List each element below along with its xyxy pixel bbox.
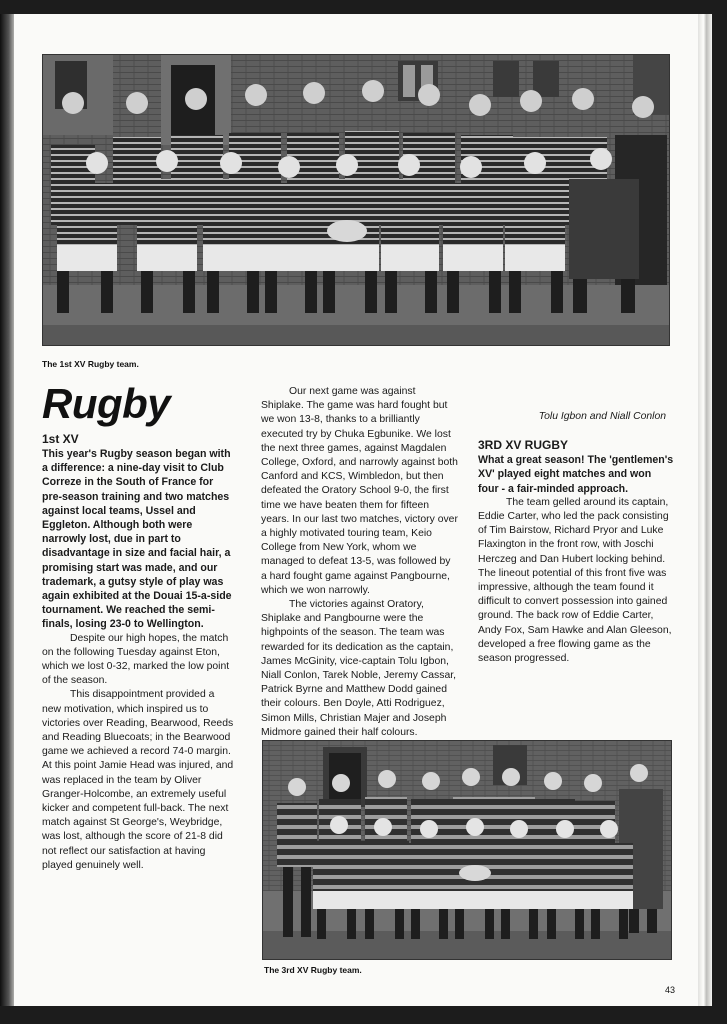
first-xv-photo-caption: The 1st XV Rugby team. (42, 359, 139, 369)
page-edge-stack (698, 14, 712, 1006)
first-xv-paragraph-2: This disappointment provided a new motivation, which inspired us to victories over Reading, Bearwood, Reeds and Reading Bluecoats; in the Bearwood game we achieved a record 74-0 margin. At this point Jamie Head was injured, and was replaced in the team by Oliver Granger-Holcombe, an extremely useful kicker and competent full-back. The next match against St George's, Weybridge, was lost, although the score of 21-8 did not reflect our satisfaction at having played genuinely well. (42, 689, 234, 871)
text-column-3 (478, 410, 674, 666)
third-xv-team-photo (262, 740, 672, 960)
article-title: Rugby (42, 380, 171, 427)
first-xv-paragraph-1: Despite our high hopes, the match on the following Tuesday against Eton, which we lost 0-32, marked the low point of the season. (42, 632, 230, 687)
first-xv-signature: Tolu Igbon and Niall Conlon (538, 411, 666, 422)
third-xv-subhead: 3RD XV RUGBY (478, 438, 569, 453)
first-xv-subhead: 1st XV (42, 432, 79, 446)
first-xv-paragraph-3: Our next game was against Shiplake. The game was hard fought but we won 13-8, thanks to a brilliantly executed try by Chuka Egbunike. We lost the next three games, against Magdalen College, Oxford, and narrowly against both Canford and KCS, Wimbledon, but then defeated the Oratory School 9-0, the first time we have beaten them for fifteen years. In our last two matches, victory over a highly motivated touring team, Keio College from New York, whom we managed to defeat 13-5, was followed by a hard fought game against Pangbourne, which we won narrowly. (261, 386, 458, 596)
text-column-2 (261, 385, 459, 740)
third-xv-lead: What a great season! The 'gentlemen's XV' played eight matches and won four - a fair-minded approach. (478, 454, 674, 495)
text-column-1 (42, 432, 234, 873)
first-xv-lead: This year's Rugby season began with a difference: a nine-day visit to Club Correze in the South of France for pre-season training and two matches against local teams, Ussel and Eggleton. Although both were narrowly lost, due in part to disadvantage in size and facial hair, a promising start was made, and our trademark, a gutsy style of play was again exhibited at the Douai 15-a-side tournament. We reached the semi-finals, losing 23-0 to Wellington. (42, 448, 232, 631)
first-xv-paragraph-4: The victories against Oratory, Shiplake and Pangbourne were the highpoints of the season. The team was rewarded for its dedication as the captain, James McGinity, vice-captain Tolu Igbon, Niall Conlon, Tarek Noble, Jeremy Cassar, Patrick Byrne and Matthew Dodd gained their colours. Ben Doyle, Atti Rodriguez, Simon Mills, Christian Majer and Joseph Midmore gained their half colours. (261, 599, 457, 738)
page-number: 43 (665, 985, 676, 995)
third-xv-photo-caption: The 3rd XV Rugby team. (264, 965, 362, 975)
first-xv-team-photo (42, 54, 670, 346)
third-xv-paragraph-1: The team gelled around its captain, Eddie Carter, who led the pack consisting of Tim Bairstow, Richard Pryor and Luke Flaxington in the front row, with Joschi Herczeg and Dan Hubert locking behind. The lineout potential of this front five was impressive, although the team found it difficult to convert possession into gained ground. The back row of Eddie Carter, Andy Fox, Sam Hawke and Alan Gleeson, developed a free flowing game as the season progressed. (478, 496, 672, 665)
